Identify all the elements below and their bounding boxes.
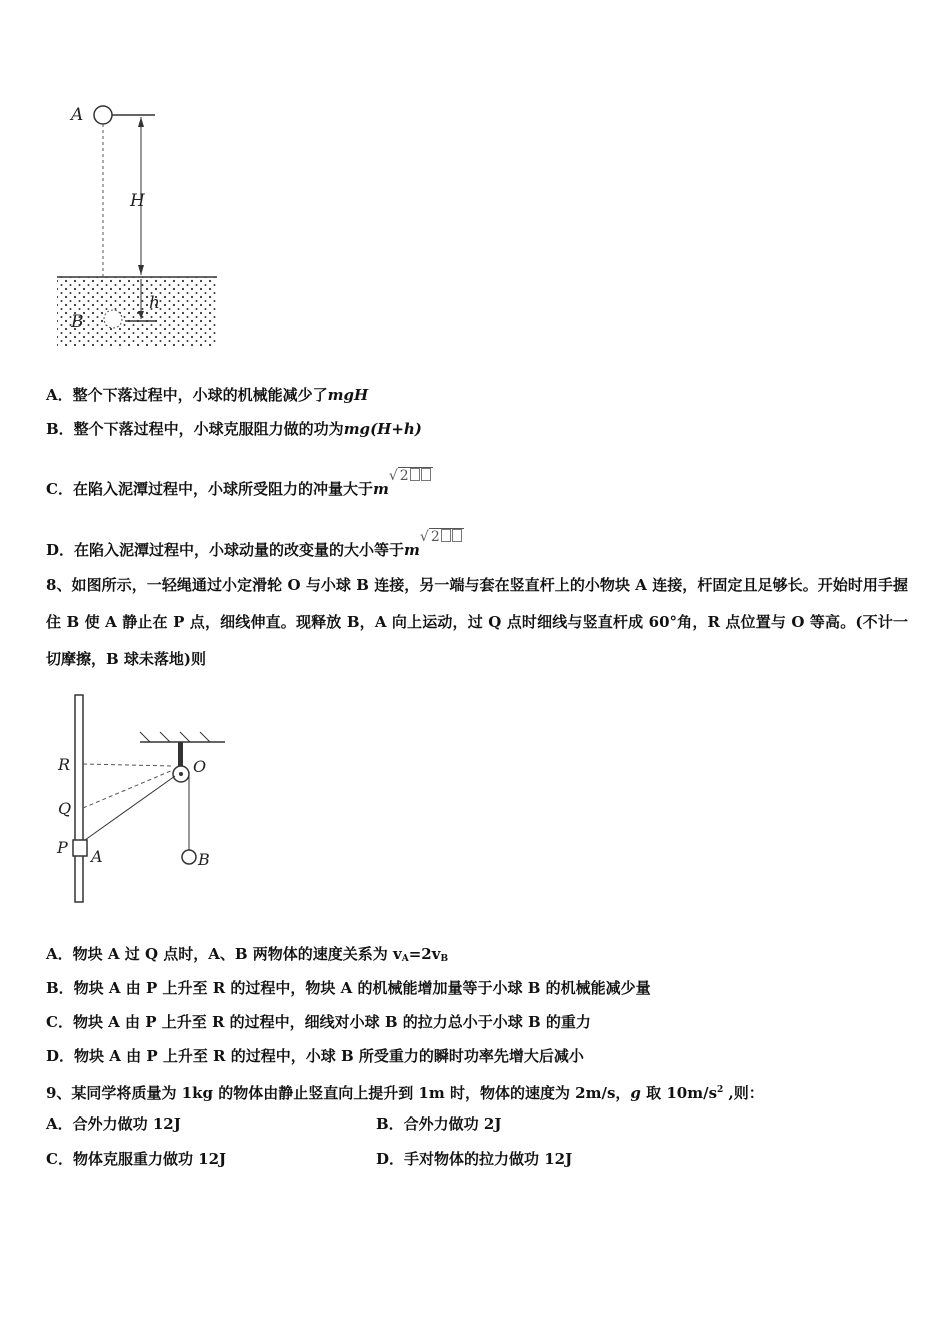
q8-option-d: D．物块 A 由 P 上升至 R 的过程中，小球 B 所受重力的瞬时功率先增大后减小 [46, 1047, 584, 1065]
label-a: A [71, 105, 84, 125]
label-o: O [193, 757, 207, 776]
q9-option-b: B．合外力做功 2J [376, 1115, 502, 1133]
label-p: P [57, 838, 68, 857]
label-r: R [58, 755, 71, 774]
label-b8: B [198, 850, 210, 869]
q8-option-c: C．物块 A 由 P 上升至 R 的过程中，细线对小球 B 的拉力总小于小球 B 的重力 [46, 1013, 591, 1031]
q7-option-a: A．整个下落过程中，小球的机械能减少了mgH [46, 386, 369, 404]
q8-option-b: B．物块 A 由 P 上升至 R 的过程中，物块 A 的机械能增加量等于小球 B 的机械能减少量 [46, 979, 651, 997]
block-a [73, 840, 87, 856]
label-b: B [71, 312, 84, 332]
q7-option-c: C．在陷入泥潭过程中，小球所受阻力的冲量大于m√ 2 [46, 466, 433, 499]
q7-figure [55, 95, 235, 355]
ball-a [94, 106, 112, 124]
label-h-small: h [149, 293, 160, 313]
q9-option-d: D．手对物体的拉力做功 12J [376, 1150, 573, 1168]
q8-figure [55, 690, 245, 905]
q9-option-a: A．合外力做功 12J [46, 1115, 181, 1133]
ball-b-8 [182, 850, 196, 864]
vertical-rod [75, 695, 83, 902]
label-a8: A [91, 847, 103, 866]
q8-stem: 8、如图所示，一轻绳通过小定滑轮 O 与小球 B 连接，另一端与套在竖直杆上的小物块 A 连接，杆固定且足够长。开始时用手握住 B 使 A 静止在 P 点，细线伸直。现释放 B，A 向上运动，过 Q 点时细线与竖直杆成 60°角，R 点位置与 O 等高。(不计一切摩擦，B 球未落地)则 [46, 576, 908, 668]
label-h-big: H [130, 191, 145, 211]
q9-option-c: C．物体克服重力做功 12J [46, 1150, 227, 1168]
q7-option-d: D．在陷入泥潭过程中，小球动量的改变量的大小等于m√ 2 [46, 527, 464, 560]
label-q: Q [58, 799, 72, 818]
q8-option-a: A．物块 A 过 Q 点时，A、B 两物体的速度关系为 $v_A=2v_B$ [46, 945, 449, 964]
q7-option-b: B．整个下落过程中，小球克服阻力做的功为mg(H+h) [46, 420, 422, 438]
q9-stem: 9、某同学将质量为 1kg 的物体由静止竖直向上提升到 1m 时，物体的速度为 2m/s，g 取 $10m/s^2$ ,则： [46, 1084, 764, 1102]
ball-b [104, 310, 122, 328]
